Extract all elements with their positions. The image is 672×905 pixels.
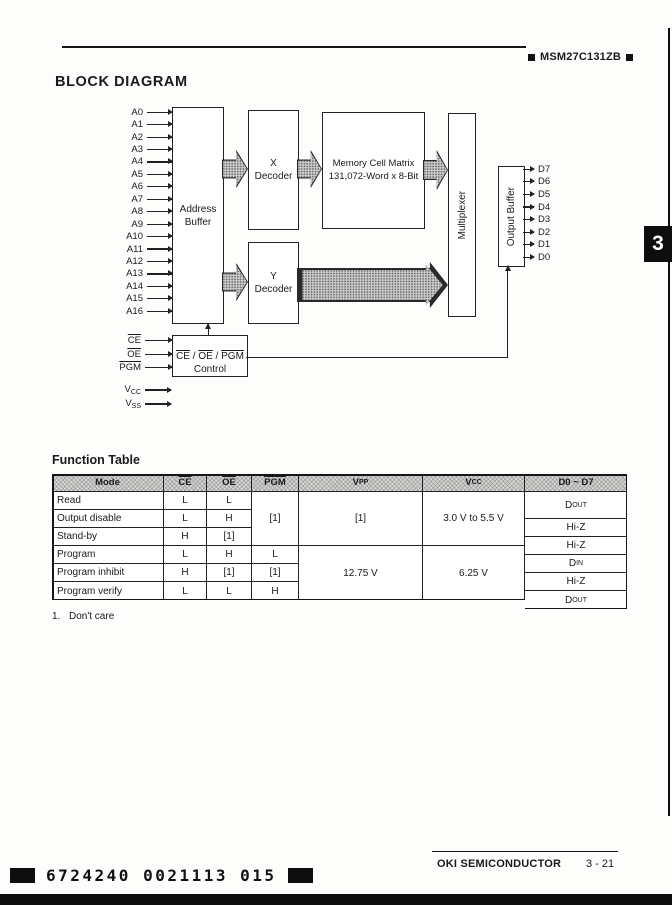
header-cell-ce: $\overline{CE}$: [164, 474, 207, 492]
cell-vcc-merged: 6.25 V: [423, 546, 525, 600]
cell-ce: L: [164, 492, 207, 510]
data-pin: [523, 226, 568, 239]
arrow-icon: [147, 112, 172, 113]
table-border: [525, 608, 627, 610]
arrow-icon: [145, 367, 172, 368]
data-pin: [523, 251, 568, 264]
arrow-icon: [147, 137, 172, 138]
pin-label: A13: [126, 268, 143, 280]
pin-label: $V_{CC}$: [124, 384, 141, 396]
cell-oe: L: [207, 492, 252, 510]
arrow-icon: [145, 403, 171, 404]
address-pin: [106, 206, 172, 218]
cell-oe: H: [207, 510, 252, 528]
footnote-text: Don't care: [69, 611, 115, 622]
cell-dq: D OUT: [525, 591, 627, 609]
data-pin: [523, 163, 568, 176]
barcode-square-icon: [288, 868, 313, 883]
chapter-tab: 3: [644, 226, 672, 262]
cell-pgm: H: [252, 582, 299, 600]
pin-label: $\overline{OE}$: [127, 348, 141, 360]
product-name: MSM27C131ZB: [540, 51, 622, 63]
arrow-icon: [523, 181, 534, 182]
footer-rule: [432, 851, 618, 852]
address-buffer-block: Address Buffer: [172, 107, 224, 324]
multiplexer-label: Multiplexer: [456, 190, 468, 240]
pin-label: A4: [131, 156, 143, 168]
arrow-icon: [147, 286, 172, 287]
address-pin: [106, 293, 172, 305]
arrow-icon: [147, 273, 172, 274]
pin-label: D1: [538, 239, 551, 251]
address-pin: [106, 280, 172, 292]
pin-label: D3: [538, 214, 551, 226]
pin-label: A9: [131, 218, 143, 230]
arrow-icon: [147, 186, 172, 187]
table-border: [52, 474, 54, 600]
cell-ce: H: [164, 564, 207, 582]
cell-oe: L: [207, 582, 252, 600]
header-cell-mode: Mode: [52, 474, 164, 492]
pin-label: A0: [131, 106, 143, 118]
cell-pgm: [1]: [252, 564, 299, 582]
cell-pgm: L: [252, 546, 299, 564]
pin-label: A10: [126, 231, 143, 243]
power-pin: [104, 397, 172, 411]
cell-mode: Program inhibit: [52, 564, 164, 582]
address-pin: [106, 305, 172, 317]
arrow-icon: [145, 389, 171, 390]
pin-label: D5: [538, 188, 551, 200]
bus-arrow-icon: [297, 150, 322, 188]
pin-label: D7: [538, 163, 551, 175]
arrow-icon: [147, 161, 172, 162]
control-block-caption: Control: [193, 363, 227, 375]
address-pin: [106, 230, 172, 242]
ce-label: $\overline{CE}$: [176, 350, 190, 362]
power-pins: [104, 383, 172, 411]
header-cell-dq: D0 ~ D7: [525, 474, 627, 492]
bus-arrow-icon: [297, 262, 448, 308]
output-buffer-block: [498, 166, 525, 267]
pgm-label: $\overline{PGM}$: [221, 350, 244, 362]
pin-label: A2: [131, 131, 143, 143]
address-pin: [106, 243, 172, 255]
data-pin: [523, 213, 568, 226]
cell-ce: H: [164, 528, 207, 546]
arrow-icon: [523, 194, 534, 195]
control-pin: [104, 334, 172, 348]
cell-dq: Hi-Z: [525, 573, 627, 591]
cell-dq: D IN: [525, 555, 627, 573]
company-name: OKI SEMICONDUCTOR: [437, 858, 562, 870]
cell-vpp-merged: 12.75 V: [299, 546, 423, 600]
arrow-icon: [147, 298, 172, 299]
arrow-icon: [523, 244, 534, 245]
barcode-row: [10, 866, 313, 885]
arrow-icon: [523, 257, 534, 258]
barcode-text: 6724240 0021113 015: [46, 866, 277, 885]
x-decoder-block: X Decoder: [248, 110, 299, 230]
pin-label: D4: [538, 201, 551, 213]
address-pin: [106, 143, 172, 155]
cell-dq: Hi-Z: [525, 519, 627, 537]
arrow-icon: [147, 311, 172, 312]
control-input-pins: [104, 334, 172, 375]
arrow-icon: [147, 199, 172, 200]
pin-label: A5: [131, 168, 143, 180]
cell-oe: H: [207, 546, 252, 564]
arrow-icon: [147, 224, 172, 225]
cell-ce: L: [164, 582, 207, 600]
pin-label: $\overline{PGM}$: [119, 362, 141, 374]
pin-label: D2: [538, 226, 551, 238]
arrow-icon: [147, 124, 172, 125]
header-rule: [62, 46, 526, 48]
arrow-icon: [147, 236, 172, 237]
function-table-title: Function Table: [52, 453, 140, 467]
pin-label: A11: [126, 243, 143, 255]
arrow-icon: [523, 219, 534, 220]
square-icon: [528, 54, 535, 61]
control-to-address-buffer-arrow: [208, 324, 209, 335]
address-pin: [106, 193, 172, 205]
arrow-icon: [147, 174, 172, 175]
address-pin: [106, 268, 172, 280]
pin-label: A3: [131, 144, 143, 156]
table-border: [52, 474, 627, 476]
control-pin: [104, 348, 172, 362]
cell-vpp-merged: [1]: [299, 492, 423, 546]
footnote-number: 1.: [52, 611, 61, 622]
cell-vcc-merged: 3.0 V to 5.5 V: [423, 492, 525, 546]
page-edge-line: [668, 28, 670, 816]
arrow-icon: [147, 149, 172, 150]
data-pin: [523, 188, 568, 201]
control-block: [172, 335, 248, 377]
arrow-icon: [147, 261, 172, 262]
page-number: 3 - 21: [586, 858, 615, 870]
data-pin: [523, 201, 568, 214]
arrow-icon: [523, 169, 534, 170]
oe-label: $\overline{OE}$: [198, 350, 213, 362]
address-pin: [106, 181, 172, 193]
pin-label: A14: [126, 280, 143, 292]
data-pin: [523, 239, 568, 252]
bus-arrow-icon: [222, 263, 248, 301]
arrow-icon: [523, 206, 534, 207]
address-pin: [106, 255, 172, 267]
arrow-icon: [145, 340, 172, 341]
cell-dq: D OUT: [525, 492, 627, 519]
pin-label: $\overline{CE}$: [127, 335, 141, 347]
address-pin: [106, 168, 172, 180]
square-icon: [626, 54, 633, 61]
pin-label: D6: [538, 176, 551, 188]
pin-label: A12: [126, 255, 143, 267]
address-input-pins: [106, 106, 172, 317]
cell-mode: Read: [52, 492, 164, 510]
output-buffer-label: Output Buffer: [506, 186, 517, 247]
pin-label: D0: [538, 251, 551, 263]
header-cell-vcc: V CC: [423, 474, 525, 492]
address-pin: [106, 156, 172, 168]
pin-label: A6: [131, 181, 143, 193]
cell-mode: Output disable: [52, 510, 164, 528]
control-pin: [104, 361, 172, 375]
page-header: [528, 51, 633, 63]
data-output-pins: [523, 163, 568, 264]
barcode-square-icon: [10, 868, 35, 883]
header-cell-vpp: V PP: [299, 474, 423, 492]
pin-label: A16: [126, 305, 143, 317]
block-diagram-title: BLOCK DIAGRAM: [55, 74, 188, 90]
pin-label: A7: [131, 193, 143, 205]
pin-label: A15: [126, 293, 143, 305]
address-pin: [106, 118, 172, 130]
table-border: [626, 474, 628, 609]
cell-mode: Program: [52, 546, 164, 564]
table-border: [52, 599, 525, 601]
power-pin: [104, 383, 172, 397]
address-pin: [106, 131, 172, 143]
cell-mode: Program verify: [52, 582, 164, 600]
function-table: [52, 474, 627, 610]
data-pin: [523, 176, 568, 189]
control-to-output-buffer-arrow: [507, 266, 508, 358]
header-cell-oe: $\overline{OE}$: [207, 474, 252, 492]
arrow-icon: [145, 354, 172, 355]
cell-pgm-merged: [1]: [252, 492, 299, 546]
pin-label: A1: [131, 119, 143, 131]
bus-arrow-icon: [222, 150, 248, 188]
cell-ce: L: [164, 546, 207, 564]
address-pin: [106, 106, 172, 118]
control-block-signals: [176, 337, 244, 363]
cell-ce: L: [164, 510, 207, 528]
arrow-icon: [523, 232, 534, 233]
y-decoder-block: Y Decoder: [248, 242, 299, 324]
multiplexer-block: [448, 113, 476, 317]
pin-label: A8: [131, 206, 143, 218]
cell-oe: [1]: [207, 528, 252, 546]
bottom-bar: [0, 894, 672, 905]
separator: /: [212, 350, 222, 362]
control-to-output-line: [246, 357, 508, 358]
memory-cell-matrix-block: Memory Cell Matrix 131,072-Word x 8-Bit: [322, 112, 425, 229]
pin-label: $V_{SS}$: [125, 398, 141, 410]
header-cell-pgm: $\overline{PGM}$: [252, 474, 299, 492]
address-pin: [106, 218, 172, 230]
cell-oe: [1]: [207, 564, 252, 582]
cell-mode: Stand-by: [52, 528, 164, 546]
separator: /: [189, 350, 199, 362]
arrow-icon: [147, 248, 172, 249]
bus-arrow-icon: [423, 150, 448, 190]
cell-dq: Hi-Z: [525, 537, 627, 555]
arrow-icon: [147, 211, 172, 212]
